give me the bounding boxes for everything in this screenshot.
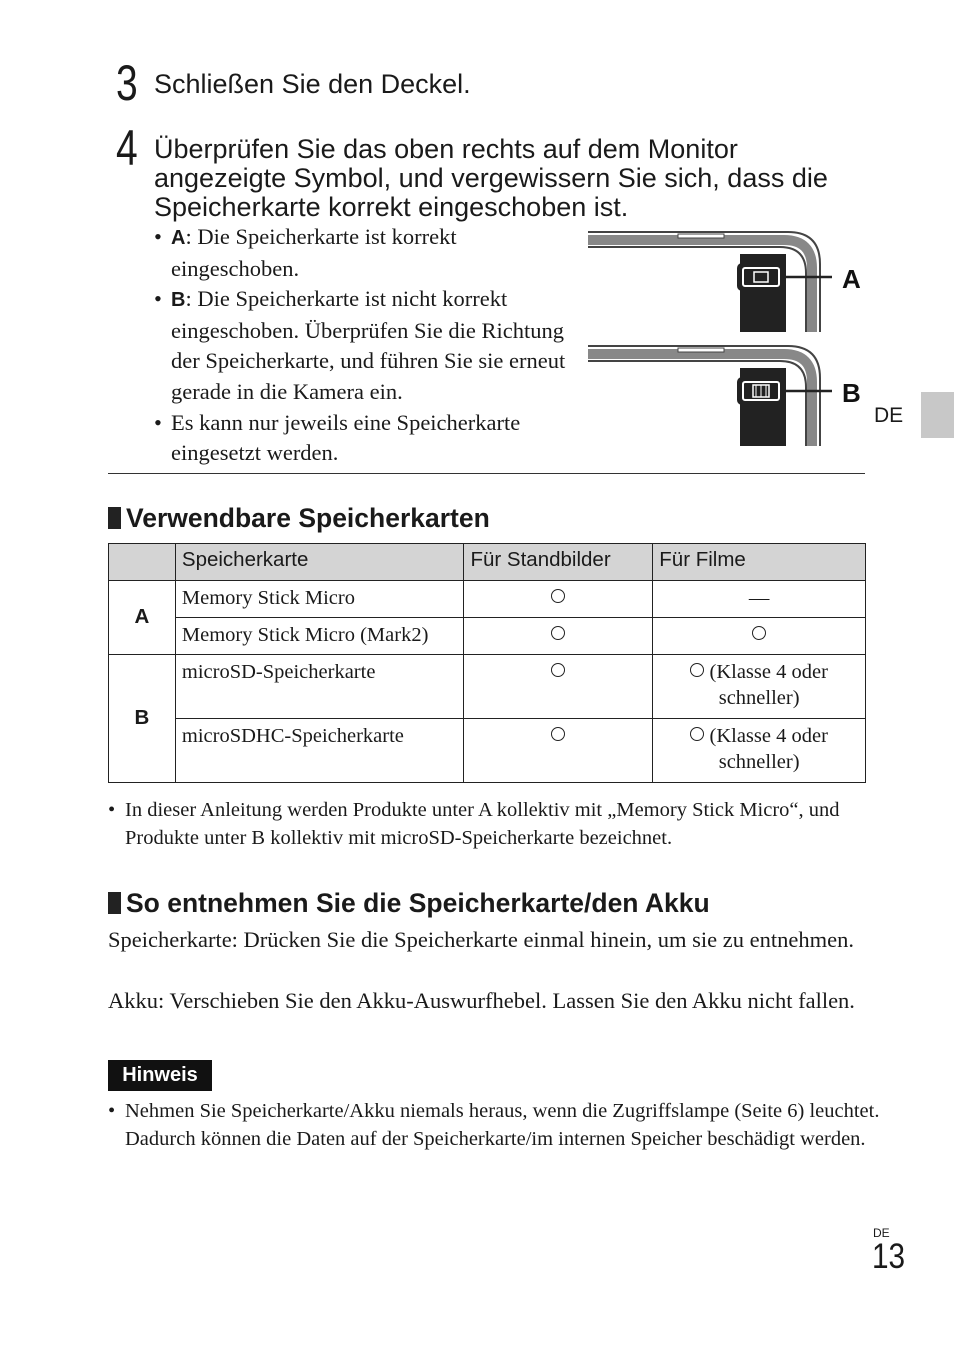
memory-card-table (108, 543, 866, 783)
table-row (109, 719, 866, 783)
still-support (464, 618, 653, 655)
monitor-corner-a (588, 230, 832, 334)
card-name: Memory Stick Micro (175, 581, 464, 618)
movie-support (653, 655, 866, 719)
table-header: Für Standbilder (464, 544, 653, 581)
supported-circle-icon (551, 626, 565, 640)
hinweis-text: • Nehmen Sie Speicherkarte/Akku niemals heraus, wenn die Zugriffslampe (Seite 6) leuchtet. Dadurch können die Daten auf der Speicherkarte/im internen Speicher beschädigt werden. (108, 1100, 880, 1150)
section-title-cards: Verwendbare Speicherkarten (108, 503, 490, 533)
hinweis-label: Hinweis (108, 1060, 212, 1091)
figure-label-b: B (842, 378, 861, 408)
table-row (109, 655, 866, 719)
side-tab (921, 392, 954, 438)
table-row (109, 618, 866, 655)
section-title-removal: So entnehmen Sie die Speicherkarte/den Akku (108, 888, 710, 918)
table-header (109, 544, 176, 581)
supported-circle-icon (690, 663, 704, 677)
card-name: microSD-Speicherkarte (175, 655, 464, 719)
movie-support: — (653, 581, 866, 618)
supported-circle-icon (551, 663, 565, 677)
supported-circle-icon (690, 727, 704, 741)
bullet-item: • A: Die Speicherkarte ist korrekt eingeschoben. (154, 224, 457, 281)
supported-circle-icon (551, 727, 565, 741)
step-number: 4 (116, 120, 138, 176)
group-label: B (109, 655, 176, 783)
table-footnote: • In dieser Anleitung werden Produkte unter A kollektiv mit „Memory Stick Micro“, und Produkte unter B kollektiv mit microSD-Speicherkarte bezeichnet. (108, 799, 840, 849)
removal-battery-text: Akku: Verschieben Sie den Akku-Auswurfhebel. Lassen Sie den Akku nicht fallen. (108, 988, 855, 1013)
monitor-card-icon-figure (588, 230, 878, 450)
movie-note: (Klasse 4 oder schneller) (709, 725, 828, 773)
monitor-corner-b (588, 344, 832, 448)
card-name: Memory Stick Micro (Mark2) (175, 618, 464, 655)
step-text: Schließen Sie den Deckel. (154, 69, 471, 99)
side-tab-language: DE (874, 404, 904, 427)
group-label: A (109, 581, 176, 655)
card-name: microSDHC-Speicherkarte (175, 719, 464, 783)
divider (108, 473, 865, 474)
still-support (464, 655, 653, 719)
movie-support (653, 719, 866, 783)
table-header: Speicherkarte (175, 544, 464, 581)
supported-circle-icon (752, 626, 766, 640)
page-number: 13 (872, 1237, 906, 1276)
still-support (464, 581, 653, 618)
bullet-item: • B: Die Speicherkarte ist nicht korrekt eingeschoben. Überprüfen Sie die Richtung der Speicherkarte, und führen Sie sie erneut gerade in die Kamera ein. (154, 286, 566, 404)
step-4-bullets (154, 222, 574, 469)
movie-support (653, 618, 866, 655)
table-row (109, 581, 866, 618)
table-header: Für Filme (653, 544, 866, 581)
step-number: 3 (116, 55, 138, 111)
table-header-row (109, 544, 866, 581)
step-text: Überprüfen Sie das oben rechts auf dem Monitor angezeigte Symbol, und vergewissern Sie sich, dass die Speicherkarte korrekt eingeschoben ist. (154, 134, 828, 222)
section-marker (108, 507, 121, 529)
page-language: DE (873, 1226, 890, 1240)
removal-card-text: Speicherkarte: Drücken Sie die Speicherkarte einmal hinein, um sie zu entnehmen. (108, 927, 854, 952)
supported-circle-icon (551, 589, 565, 603)
bullet-item: • Es kann nur jeweils eine Speicherkarte eingesetzt werden. (154, 409, 521, 466)
movie-note: (Klasse 4 oder schneller) (709, 661, 828, 709)
figure-label-a: A (842, 264, 861, 294)
still-support (464, 719, 653, 783)
section-marker (108, 892, 121, 914)
